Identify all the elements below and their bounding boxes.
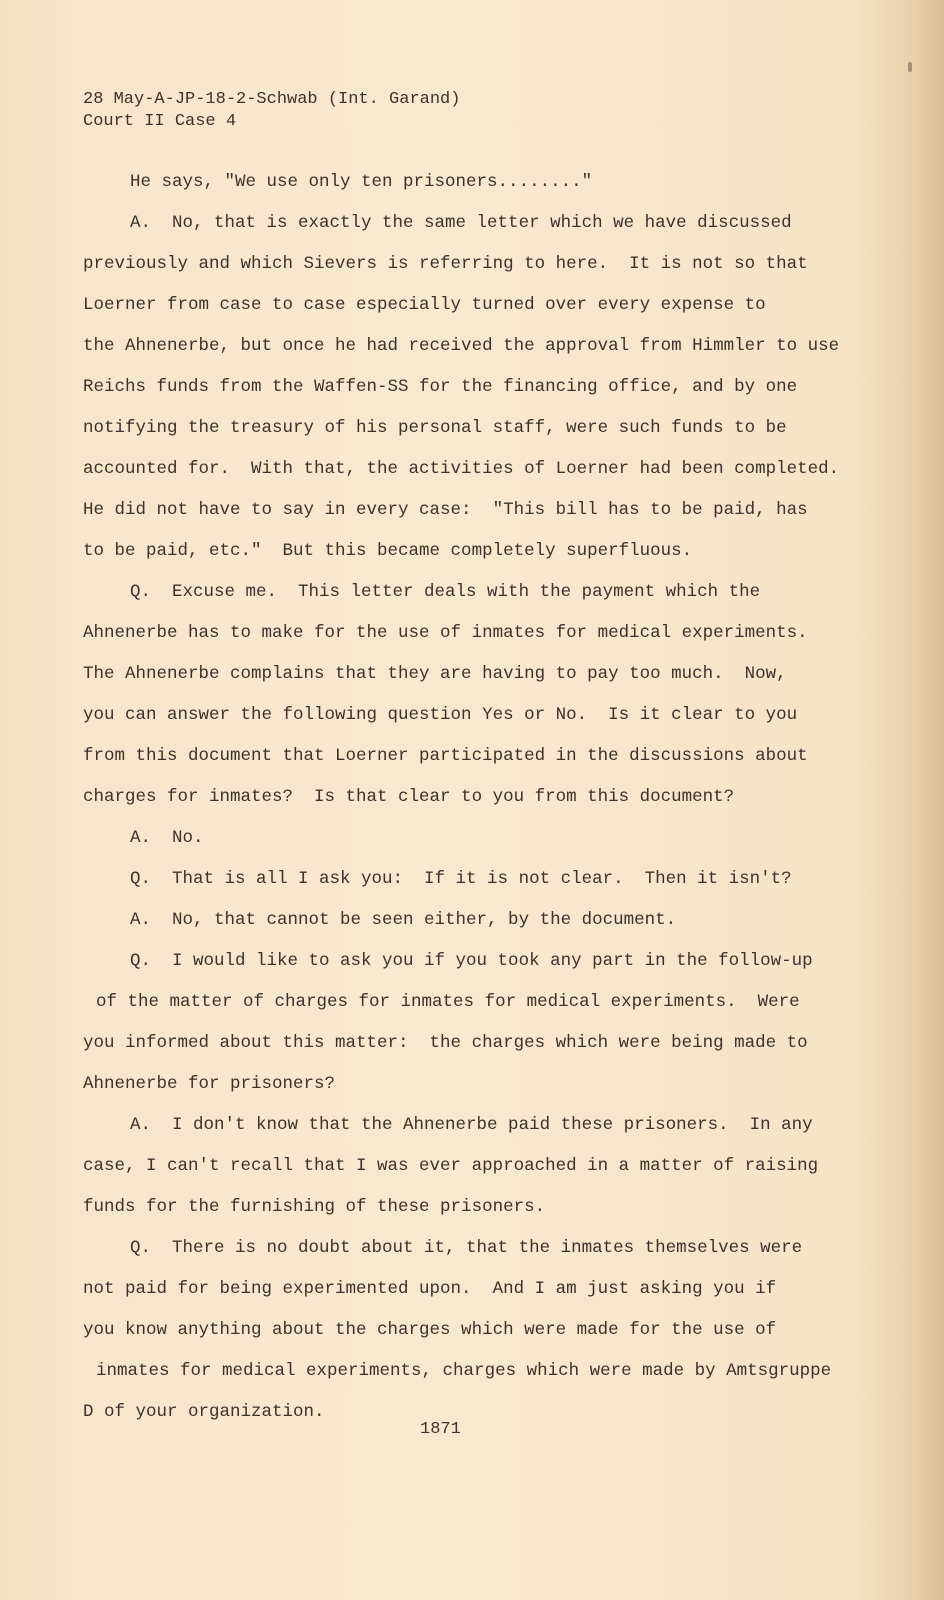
transcript-line: D of your organization. xyxy=(83,1402,325,1422)
transcript-line: inmates for medical experiments, charges which were made by Amtsgruppe xyxy=(96,1361,832,1381)
transcript-body xyxy=(83,162,843,1433)
transcript-line: you can answer the following question Yes or No. Is it clear to you xyxy=(83,705,798,725)
transcript-line: charges for inmates? Is that clear to you from this document? xyxy=(83,787,735,807)
ink-mark xyxy=(908,62,912,72)
transcript-line: He says, "We use only ten prisoners........" xyxy=(130,172,593,192)
transcript-line: A. I don't know that the Ahnenerbe paid these prisoners. In any xyxy=(130,1115,813,1135)
transcript-line: He did not have to say in every case: "This bill has to be paid, has xyxy=(83,500,808,520)
transcript-line: A. No. xyxy=(130,828,204,848)
header-court-case: Court II Case 4 xyxy=(83,112,237,131)
transcript-line: accounted for. With that, the activities of Loerner had been completed. xyxy=(83,459,840,479)
transcript-line: you informed about this matter: the charges which were being made to xyxy=(83,1033,808,1053)
transcript-line: not paid for being experimented upon. And I am just asking you if xyxy=(83,1279,777,1299)
transcript-line: the Ahnenerbe, but once he had received the approval from Himmler to use xyxy=(83,336,840,356)
transcript-line: Ahnenerbe for prisoners? xyxy=(83,1074,336,1094)
transcript-line: A. No, that cannot be seen either, by the document. xyxy=(130,910,677,930)
transcript-line: Loerner from case to case especially turned over every expense to xyxy=(83,295,766,315)
document-header xyxy=(83,89,460,133)
transcript-line: A. No, that is exactly the same letter which we have discussed xyxy=(130,213,792,233)
header-reference: 28 May-A-JP-18-2-Schwab (Int. Garand) xyxy=(83,90,461,109)
transcript-line: previously and which Sievers is referring to here. It is not so that xyxy=(83,254,808,274)
transcript-line: you know anything about the charges which were made for the use of xyxy=(83,1320,777,1340)
transcript-line: notifying the treasury of his personal staff, were such funds to be xyxy=(83,418,787,438)
transcript-line: Ahnenerbe has to make for the use of inmates for medical experiments. xyxy=(83,623,808,643)
transcript-line: to be paid, etc." But this became completely superfluous. xyxy=(83,541,693,561)
transcript-line: Q. Excuse me. This letter deals with the payment which the xyxy=(130,582,761,602)
transcript-line: from this document that Loerner participated in the discussions about xyxy=(83,746,808,766)
transcript-line: The Ahnenerbe complains that they are having to pay too much. Now, xyxy=(83,664,787,684)
transcript-line: of the matter of charges for inmates for medical experiments. Were xyxy=(96,992,800,1012)
transcript-line: Q. I would like to ask you if you took any part in the follow-up xyxy=(130,951,813,971)
page-number: 1871 xyxy=(420,1420,461,1439)
transcript-line: Reichs funds from the Waffen-SS for the financing office, and by one xyxy=(83,377,798,397)
transcript-line: Q. There is no doubt about it, that the inmates themselves were xyxy=(130,1238,803,1258)
transcript-line: Q. That is all I ask you: If it is not clear. Then it isn't? xyxy=(130,869,792,889)
transcript-line: case, I can't recall that I was ever approached in a matter of raising xyxy=(83,1156,819,1176)
transcript-line: funds for the furnishing of these prisoners. xyxy=(83,1197,546,1217)
